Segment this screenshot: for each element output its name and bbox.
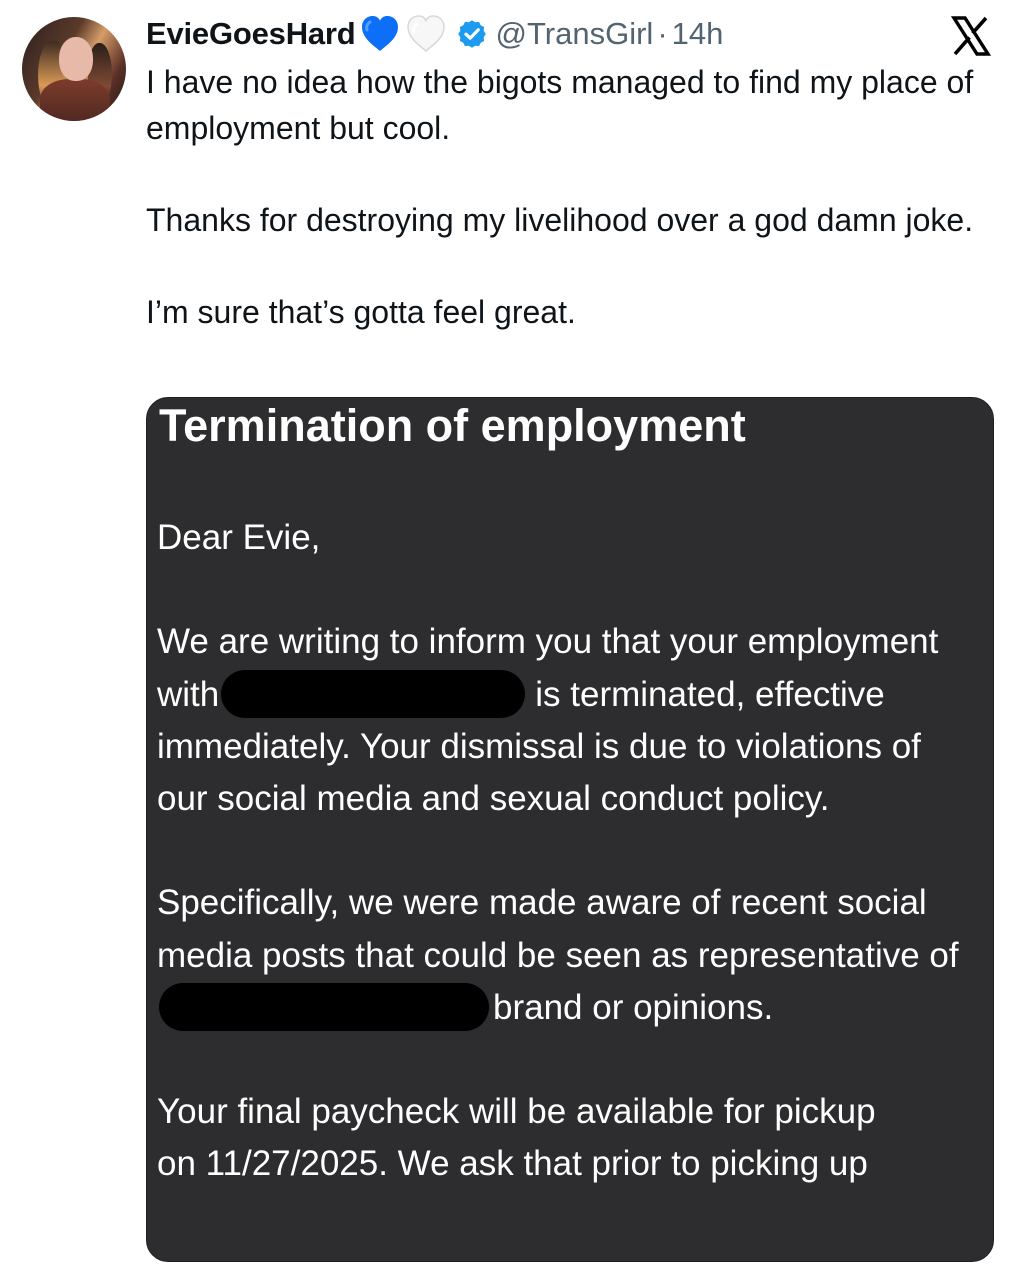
metadata-separator: · xyxy=(657,16,668,51)
letter-paragraph-termination xyxy=(157,616,977,825)
tweet-header xyxy=(146,12,723,56)
verified-badge-icon xyxy=(458,20,486,48)
paragraph-spacer xyxy=(157,825,977,877)
avatar-body-shape xyxy=(40,79,110,121)
display-name[interactable]: EvieGoesHard xyxy=(146,16,356,51)
redacted-employer-name xyxy=(221,670,525,718)
letter-paragraph-paycheck: Your final paycheck will be available for pickup xyxy=(157,1092,876,1132)
letter-title: Termination of employment xyxy=(159,400,746,451)
tweet-paragraph: I have no idea how the bigots managed to find my place of employment but cool. xyxy=(146,64,974,146)
letter-text: is terminated, effective immediately. Your dismissal is due to violations of our social media and sexual conduct policy. xyxy=(157,674,921,818)
post-time[interactable]: 14h xyxy=(671,16,724,51)
letter-text: We are writing to inform you that your employment with xyxy=(157,622,939,714)
profile-avatar[interactable] xyxy=(22,17,126,121)
attachment-bottom-fade xyxy=(147,1239,993,1261)
tweet-text xyxy=(146,59,976,335)
letter-paragraph-posts xyxy=(157,877,977,1034)
redacted-brand-name xyxy=(159,983,489,1031)
letter-text: Specifically, we were made aware of recent social media posts that could be seen as representative of xyxy=(157,883,959,975)
white-heart-icon xyxy=(404,12,448,56)
paragraph-spacer xyxy=(157,1034,977,1086)
x-logo-icon[interactable] xyxy=(950,15,992,57)
letter-text: brand or opinions. xyxy=(493,987,774,1027)
blue-heart-icon xyxy=(358,12,402,56)
user-handle[interactable]: @TransGirl xyxy=(495,16,654,51)
avatar-face-shape xyxy=(59,37,93,81)
attached-letter-image[interactable] xyxy=(146,397,994,1262)
letter-cut-off-line: on 11/27/2025. We ask that prior to picking up xyxy=(157,1144,868,1184)
tweet-paragraph: I’m sure that’s gotta feel great. xyxy=(146,294,576,330)
letter-salutation: Dear Evie, xyxy=(157,518,321,557)
paragraph-spacer xyxy=(157,564,977,616)
tweet-paragraph: Thanks for destroying my livelihood over a god damn joke. xyxy=(146,202,974,238)
letter-body xyxy=(157,512,977,1191)
